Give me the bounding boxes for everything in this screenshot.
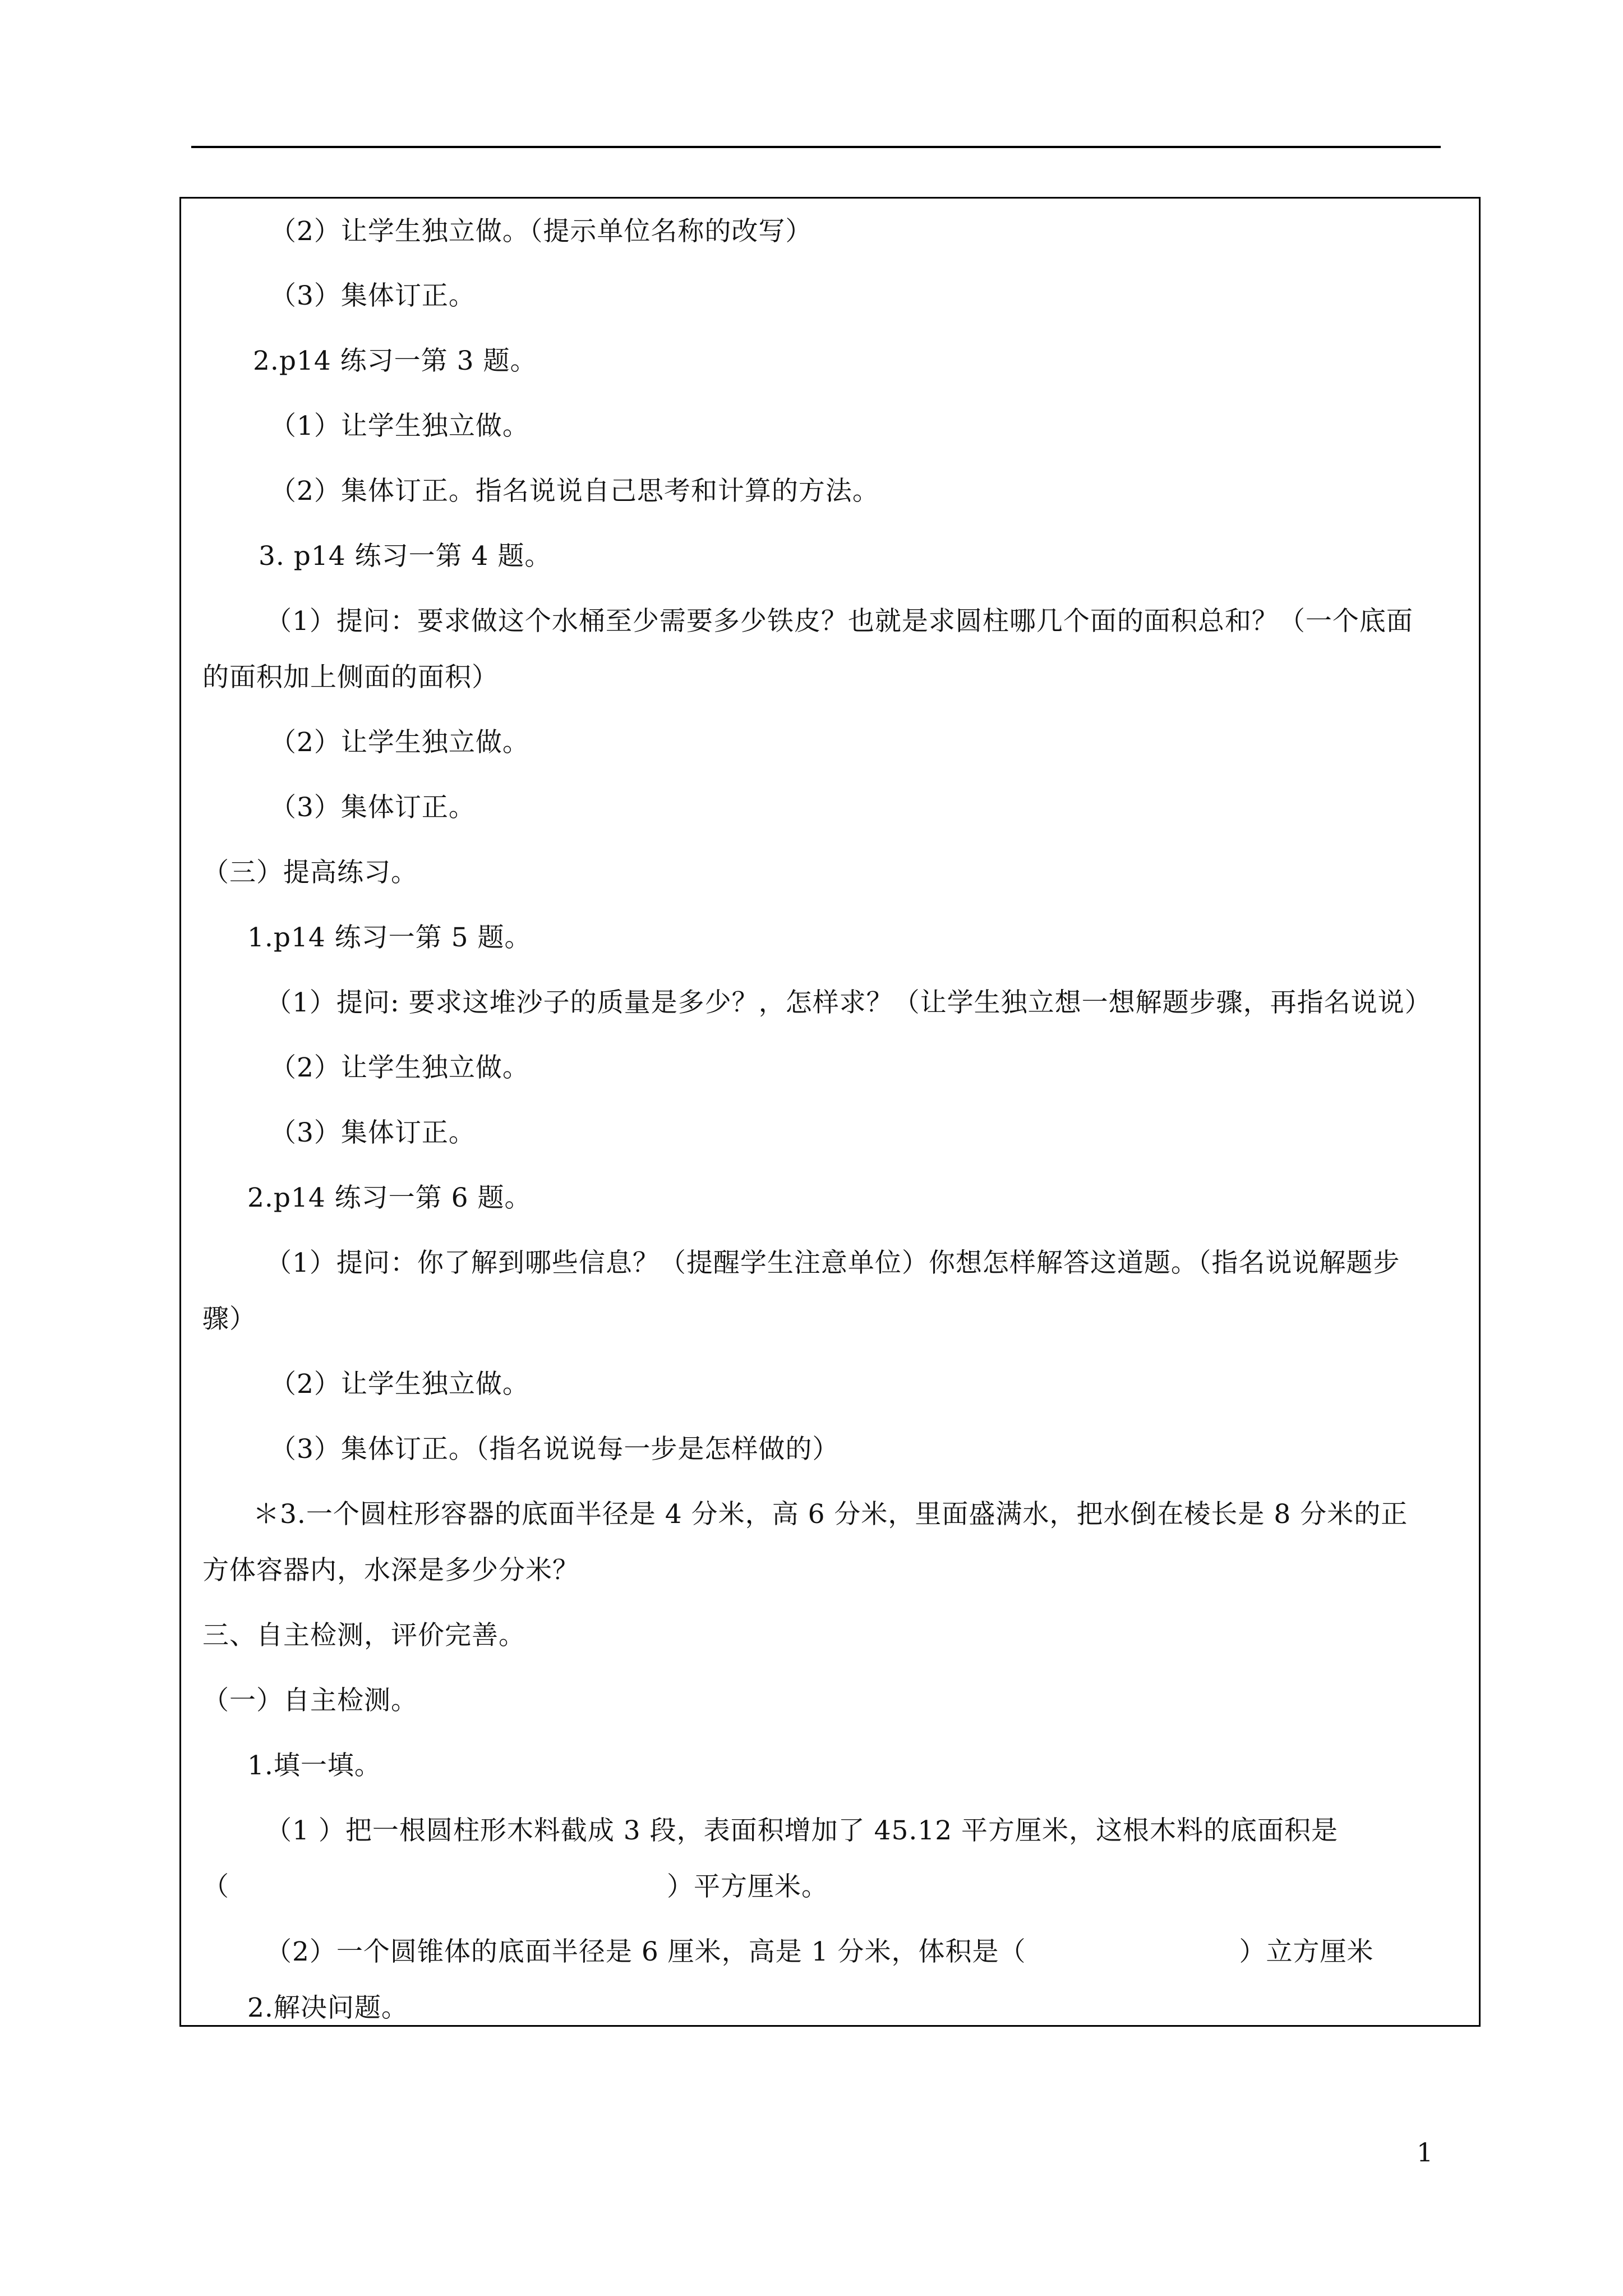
text-line: 方体容器内，水深是多少分米？ (202, 1555, 579, 1586)
blank-prefix: （2）一个圆锥体的底面半径是 6 厘米，高是 1 分米，体积是（ (265, 1936, 1026, 1967)
text-line: （2）让学生独立做。 (270, 1369, 529, 1400)
text-line: 1.p14 练习一第 5 题。 (247, 922, 532, 953)
section-heading: （一）自主检测。 (202, 1685, 418, 1716)
header-rule (191, 146, 1441, 148)
text-line: 3. p14 练习一第 4 题。 (259, 541, 552, 572)
lesson-table-cell (179, 197, 1481, 2027)
blank-close: ）立方厘米 (1239, 1936, 1374, 1967)
page-number: 1 (1417, 2137, 1433, 2168)
text-line: （1 ）把一根圆柱形木料截成 3 段，表面积增加了 45.12 平方厘米，这根木料的底面积是 (265, 1815, 1339, 1846)
text-line: 1.填一填。 (247, 1750, 381, 1781)
text-line: 骤） (202, 1304, 256, 1335)
blank-open: （ (202, 1871, 229, 1902)
text-line: 2.p14 练习一第 6 题。 (247, 1182, 532, 1213)
text-line: （3）集体订正。（指名说说每一步是怎样做的） (270, 1434, 840, 1465)
section-heading: （三）提高练习。 (202, 857, 418, 888)
text-line: （1）提问：你了解到哪些信息？（提醒学生注意单位）你想怎样解答这道题。（指名说说解题步 (265, 1248, 1400, 1278)
text-line: （1）让学生独立做。 (270, 411, 529, 441)
text-line: （1）提问：要求做这个水桶至少需要多少铁皮？也就是求圆柱哪几个面的面积总和？（一个底面 (265, 606, 1413, 637)
text-line: （2）集体订正。指名说说自己思考和计算的方法。 (270, 476, 879, 507)
text-line: 2.p14 练习一第 3 题。 (253, 346, 537, 376)
blank-close: ）平方厘米。 (667, 1871, 828, 1902)
text-line: （3）集体订正。 (270, 792, 476, 823)
text-line: （1）提问: 要求这堆沙子的质量是多少？，怎样求？（让学生独立想一想解题步骤，再指名说说） (265, 987, 1432, 1018)
text-line: （3）集体订正。 (270, 1117, 476, 1148)
text-line: 的面积加上侧面的面积） (202, 662, 499, 693)
text-line: 2.解决问题。 (247, 1993, 408, 2023)
text-line: （3）集体订正。 (270, 280, 476, 311)
text-line: （2）让学生独立做。 (270, 727, 529, 758)
fill-blank-line (202, 1870, 828, 1904)
section-heading: 三、自主检测，评价完善。 (202, 1620, 525, 1651)
text-line: （2）让学生独立做。 (270, 1052, 529, 1083)
fill-blank-line (265, 1935, 1373, 1969)
text-line: ＊3.一个圆柱形容器的底面半径是 4 分米，高 6 分米，里面盛满水，把水倒在棱长是 8 分米的正 (253, 1499, 1408, 1530)
text-line: （2）让学生独立做。（提示单位名称的改写） (270, 216, 813, 247)
